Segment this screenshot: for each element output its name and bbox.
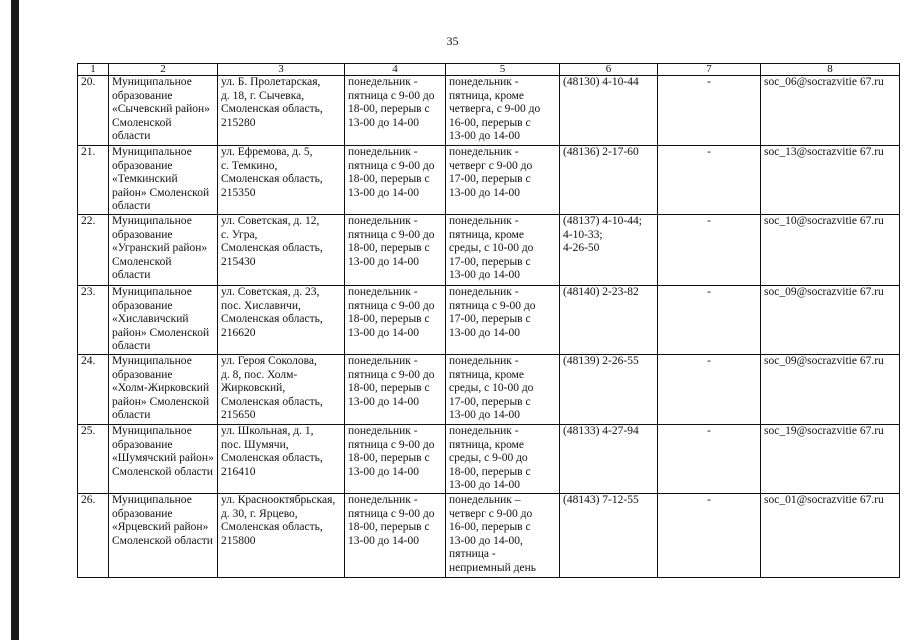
offices-table	[77, 63, 900, 578]
reception-hours: понедельник - пятница, кроме среды, с 10-00 до 17-00, перерыв с 13-00 до 14-00	[446, 354, 560, 424]
email-address: soc_10@socrazvitie 67.ru	[761, 214, 900, 285]
municipality-name: Муниципальное образование «Шумячский район» Смоленской области	[109, 424, 218, 493]
municipality-name: Муниципальное образование «Ярцевский район» Смоленской области	[109, 493, 218, 577]
phone-number: (48130) 4-10-44	[560, 76, 658, 146]
office-address: ул. Советская, д. 23, пос. Хиславичи, Смоленская область, 216620	[218, 285, 345, 354]
reception-hours: понедельник - пятница с 9-00 до 17-00, перерыв с 13-00 до 14-00	[446, 285, 560, 354]
header-row	[78, 64, 900, 76]
email-address: soc_09@socrazvitie 67.ru	[761, 285, 900, 354]
column-7-value: -	[658, 354, 761, 424]
table-row	[78, 424, 900, 493]
office-address: ул. Краснооктябрьская, д. 30, г. Ярцево, Смоленская область, 215800	[218, 493, 345, 577]
row-number: 26.	[78, 493, 109, 577]
scan-margin-bar	[11, 0, 19, 640]
column-header-6: 6	[560, 64, 658, 76]
row-number: 23.	[78, 285, 109, 354]
reception-hours: понедельник – четверг с 9-00 до 16-00, перерыв с 13-00 до 14-00, пятница - неприемный день	[446, 493, 560, 577]
row-number: 24.	[78, 354, 109, 424]
row-number: 22.	[78, 214, 109, 285]
table-row	[78, 146, 900, 215]
email-address: soc_01@socrazvitie 67.ru	[761, 493, 900, 577]
municipality-name: Муниципальное образование «Хиславичский район» Смоленской области	[109, 285, 218, 354]
row-number: 20.	[78, 76, 109, 146]
email-address: soc_19@socrazvitie 67.ru	[761, 424, 900, 493]
phone-number: (48133) 4-27-94	[560, 424, 658, 493]
email-address: soc_09@socrazvitie 67.ru	[761, 354, 900, 424]
municipality-name: Муниципальное образование «Темкинский район» Смоленской области	[109, 146, 218, 215]
table-row	[78, 76, 900, 146]
working-hours: понедельник - пятница с 9-00 до 18-00, перерыв с 13-00 до 14-00	[345, 493, 446, 577]
municipality-name: Муниципальное образование «Холм-Жирковский район» Смоленской области	[109, 354, 218, 424]
table-row	[78, 493, 900, 577]
column-header-2: 2	[109, 64, 218, 76]
municipality-name: Муниципальное образование «Сычевский район» Смоленской области	[109, 76, 218, 146]
row-number: 21.	[78, 146, 109, 215]
column-header-4: 4	[345, 64, 446, 76]
table-row	[78, 285, 900, 354]
phone-number: (48143) 7-12-55	[560, 493, 658, 577]
reception-hours: понедельник - пятница, кроме четверга, с 9-00 до 16-00, перерыв с 13-00 до 14-00	[446, 76, 560, 146]
column-header-7: 7	[658, 64, 761, 76]
working-hours: понедельник - пятница с 9-00 до 18-00, перерыв с 13-00 до 14-00	[345, 424, 446, 493]
working-hours: понедельник - пятница с 9-00 до 18-00, перерыв с 13-00 до 14-00	[345, 76, 446, 146]
page-number: 35	[446, 34, 459, 48]
phone-number: (48136) 2-17-60	[560, 146, 658, 215]
municipality-name: Муниципальное образование «Угранский район» Смоленской области	[109, 214, 218, 285]
email-address: soc_06@socrazvitie 67.ru	[761, 76, 900, 146]
column-7-value: -	[658, 285, 761, 354]
reception-hours: понедельник - пятница, кроме среды, с 10-00 до 17-00, перерыв с 13-00 до 14-00	[446, 214, 560, 285]
office-address: ул. Школьная, д. 1, пос. Шумячи, Смоленская область, 216410	[218, 424, 345, 493]
column-7-value: -	[658, 424, 761, 493]
office-address: ул. Советская, д. 12, с. Угра, Смоленская область, 215430	[218, 214, 345, 285]
office-address: ул. Ефремова, д. 5, с. Темкино, Смоленская область, 215350	[218, 146, 345, 215]
column-header-3: 3	[218, 64, 345, 76]
working-hours: понедельник - пятница с 9-00 до 18-00, перерыв с 13-00 до 14-00	[345, 146, 446, 215]
working-hours: понедельник - пятница с 9-00 до 18-00, перерыв с 13-00 до 14-00	[345, 285, 446, 354]
column-7-value: -	[658, 146, 761, 215]
column-header-1: 1	[78, 64, 109, 76]
working-hours: понедельник - пятница с 9-00 до 18-00, перерыв с 13-00 до 14-00	[345, 214, 446, 285]
table-row	[78, 214, 900, 285]
table-row	[78, 354, 900, 424]
working-hours: понедельник - пятница с 9-00 до 18-00, перерыв с 13-00 до 14-00	[345, 354, 446, 424]
column-7-value: -	[658, 493, 761, 577]
column-header-5: 5	[446, 64, 560, 76]
column-7-value: -	[658, 214, 761, 285]
office-address: ул. Героя Соколова, д. 8, пос. Холм- Жирковский, Смоленская область, 215650	[218, 354, 345, 424]
reception-hours: понедельник - четверг с 9-00 до 17-00, перерыв с 13-00 до 14-00	[446, 146, 560, 215]
reception-hours: понедельник - пятница, кроме среды, с 9-00 до 18-00, перерыв с 13-00 до 14-00	[446, 424, 560, 493]
phone-number: (48139) 2-26-55	[560, 354, 658, 424]
column-7-value: -	[658, 76, 761, 146]
row-number: 25.	[78, 424, 109, 493]
email-address: soc_13@socrazvitie 67.ru	[761, 146, 900, 215]
phone-number: (48137) 4-10-44; 4-10-33; 4-26-50	[560, 214, 658, 285]
office-address: ул. Б. Пролетарская, д. 18, г. Сычевка, Смоленская область, 215280	[218, 76, 345, 146]
phone-number: (48140) 2-23-82	[560, 285, 658, 354]
column-header-8: 8	[761, 64, 900, 76]
